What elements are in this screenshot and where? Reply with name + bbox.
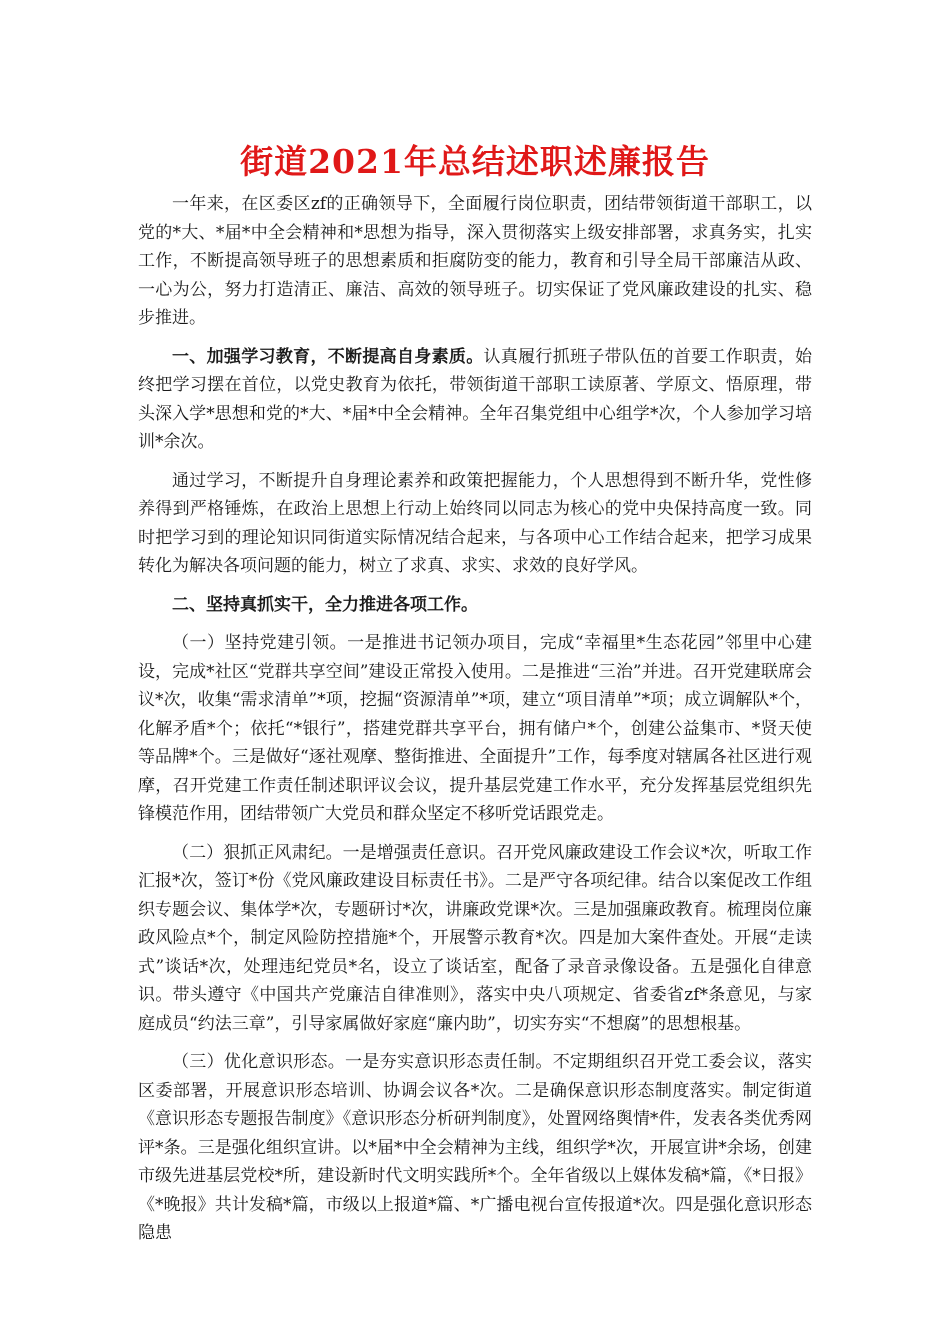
section-heading: 一、加强学习教育，不断提高自身素质。 [172,346,484,367]
paragraph-text: 认真履行抓班子带队伍的首要工作职责，始终把学习摆在首位，以党史教育为依托，带领街道干部职工读原著、学原文、悟原理，带头深入学*思想和党的*大、*届*中全会精神。全年召集党组中心组学*次，个人参加学习培训*余次。 [138,346,812,452]
paragraph-discipline [138,839,812,1039]
paragraph-intro [138,190,812,333]
paragraph-party-building [138,629,812,829]
paragraph-ideology [138,1048,812,1248]
paragraph-text: （三）优化意识形态。一是夯实意识形态责任制。不定期组织召开党工委会议，落实区委部署，开展意识形态培训、协调会议各*次。二是确保意识形态制度落实。制定街道《意识形态专题报告制度》《意识形态分析研判制度》，处置网络舆情*件，发表各类优秀网评*条。三是强化组织宣讲。以*届*中全会精神为主线，组织学*次，开展宣讲*余场，创建市级先进基层党校*所，建设新时代文明实践所*个。全年省级以上媒体发稿*篇，《*日报》《*晚报》共计发稿*篇，市级以上报道*篇、*广播电视台宣传报道*次。四是强化意识形态隐患 [138,1052,812,1243]
section-heading: 二、坚持真抓实干，全力推进各项工作。 [172,594,478,615]
paragraph-text: 一年来，在区委区zf的正确领导下，全面履行岗位职责，团结带领街道干部职工，以党的*大、*届*中全会精神和*思想为指导，深入贯彻落实上级安排部署，求真务实，扎实工作，不断提高领导班子的思想素质和拒腐防变的能力，教育和引导全局干部廉洁从政、一心为公，努力打造清正、廉洁、高效的领导班子。切实保证了党风廉政建设的扎实、稳步推进。 [138,194,812,328]
paragraph-text: 通过学习，不断提升自身理论素养和政策把握能力，个人思想得到不断升华，党性修养得到严格锤炼，在政治上思想上行动上始终同以同志为核心的党中央保持高度一致。同时把学习到的理论知识同街道实际情况结合起来，与各项中心工作结合起来，把学习成果转化为解决各项问题的能力，树立了求真、求实、求效的良好学风。 [138,470,812,576]
paragraph-section-1 [138,343,812,457]
document-title: 街道2021年总结述职述廉报告 [240,142,710,181]
paragraph-section-2 [138,591,812,620]
paragraph-study-results [138,467,812,581]
paragraph-text: （二）狠抓正风肃纪。一是增强责任意识。召开党风廉政建设工作会议*次，听取工作汇报*次，签订*份《党风廉政建设目标责任书》。二是严守各项纪律。结合以案促改工作组织专题会议、集体学*次，专题研讨*次，讲廉政党课*次。三是加强廉政教育。梳理岗位廉政风险点*个，制定风险防控措施*个，开展警示教育*次。四是加大案件查处。开展“走读式”谈话*次，处理违纪党员*名，设立了谈话室，配备了录音录像设备。五是强化自律意识。带头遵守《中国共产党廉洁自律准则》，落实中央八项规定、省委省zf*条意见，与家庭成员“约法三章”，引导家属做好家庭“廉内助”，切实夯实“不想腐”的思想根基。 [138,842,812,1034]
paragraph-text: （一）坚持党建引领。一是推进书记领办项目，完成“幸福里*生态花园”邻里中心建设，完成*社区“党群共享空间”建设正常投入使用。二是推进“三治”并进。召开党建联席会议*次，收集“需求清单”*项，挖掘“资源清单”*项，建立“项目清单”*项；成立调解队*个，化解矛盾*个；依托“*银行”，搭建党群共享平台，拥有储户*个，创建公益集市、*贤天使等品牌*个。三是做好“逐社观摩、整街推进、全面提升”工作，每季度对辖属各社区进行观摩，召开党建工作责任制述职评议会议，提升基层党建工作水平，充分发挥基层党组织先锋模范作用，团结带领广大党员和群众坚定不移听党话跟党走。 [138,633,812,824]
